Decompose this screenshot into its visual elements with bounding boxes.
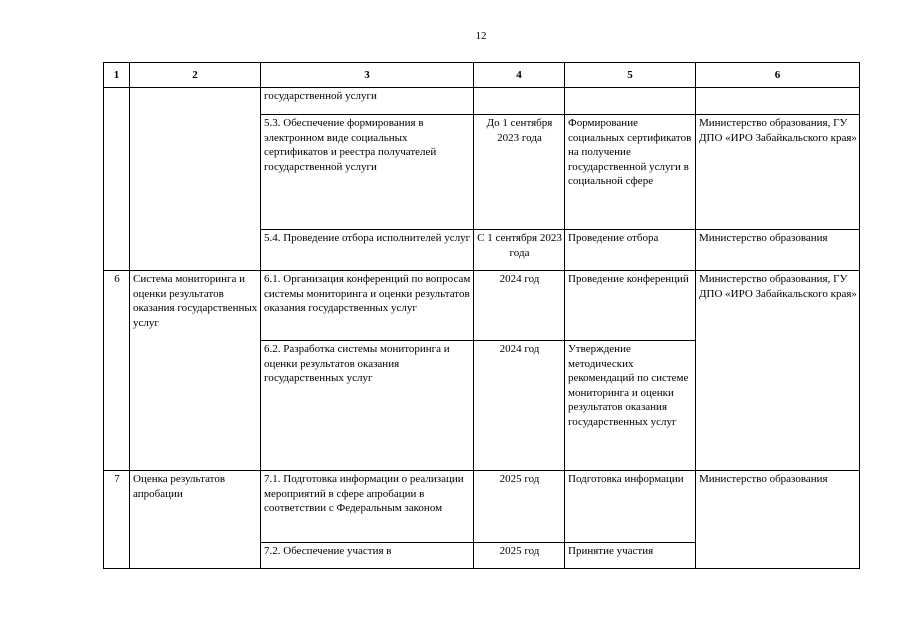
- cell-deadline: С 1 сентября 2023 года: [474, 230, 565, 271]
- page-number: 12: [475, 30, 487, 42]
- cell-task: 5.4. Проведение отбора исполнителей услуг: [261, 230, 474, 271]
- cell-direction: Оценка результатов апробации: [130, 471, 261, 569]
- cell-result: [565, 88, 696, 115]
- cell-num: 6: [104, 271, 130, 471]
- cell-deadline: 2024 год: [474, 271, 565, 341]
- header-row: [104, 63, 860, 88]
- header-col-2: 2: [130, 63, 261, 88]
- cell-task: 7.2. Обеспечение участия в: [261, 543, 474, 569]
- cell-task: 7.1. Подготовка информации о реализации мероприятий в сфере апробации в соответствии с Федеральным законом: [261, 471, 474, 543]
- header-col-6: 6: [696, 63, 860, 88]
- cell-task: государственной услуги: [261, 88, 474, 115]
- header-col-3: 3: [261, 63, 474, 88]
- cell-task: 6.1. Организация конференций по вопросам системы мониторинга и оценки результатов оказания государственных услуг: [261, 271, 474, 341]
- cell-responsible: Министерство образования: [696, 471, 860, 569]
- cell-result: Принятие участия: [565, 543, 696, 569]
- cell-direction: Система мониторинга и оценки результатов оказания государственных услуг: [130, 271, 261, 471]
- plan-table: [103, 62, 860, 569]
- cell-task: 6.2. Разработка системы мониторинга и оценки результатов оказания государственных услуг: [261, 341, 474, 471]
- cell-num: [104, 88, 130, 271]
- table-row: [104, 471, 860, 543]
- cell-result: Формирование социальных сертификатов на получение государственной услуги в социальной сфере: [565, 115, 696, 230]
- cell-responsible: [696, 88, 860, 115]
- cell-responsible: Министерство образования, ГУ ДПО «ИРО Забайкальского края»: [696, 271, 860, 471]
- cell-deadline: До 1 сентября 2023 года: [474, 115, 565, 230]
- table-row: [104, 271, 860, 341]
- cell-deadline: [474, 88, 565, 115]
- cell-deadline: 2024 год: [474, 341, 565, 471]
- cell-responsible: Министерство образования: [696, 230, 860, 271]
- cell-result: Утверждение методических рекомендаций по системе мониторинга и оценки результатов оказания государственных услуг: [565, 341, 696, 471]
- cell-task: 5.3. Обеспечение формирования в электронном виде социальных сертификатов и реестра получателей государственной услуги: [261, 115, 474, 230]
- cell-num: 7: [104, 471, 130, 569]
- cell-deadline: 2025 год: [474, 471, 565, 543]
- header-col-5: 5: [565, 63, 696, 88]
- cell-responsible: Министерство образования, ГУ ДПО «ИРО Забайкальского края»: [696, 115, 860, 230]
- cell-deadline: 2025 год: [474, 543, 565, 569]
- header-col-4: 4: [474, 63, 565, 88]
- table-row: [104, 88, 860, 115]
- cell-result: Проведение отбора: [565, 230, 696, 271]
- cell-direction: [130, 88, 261, 271]
- cell-result: Проведение конференций: [565, 271, 696, 341]
- cell-result: Подготовка информации: [565, 471, 696, 543]
- header-col-1: 1: [104, 63, 130, 88]
